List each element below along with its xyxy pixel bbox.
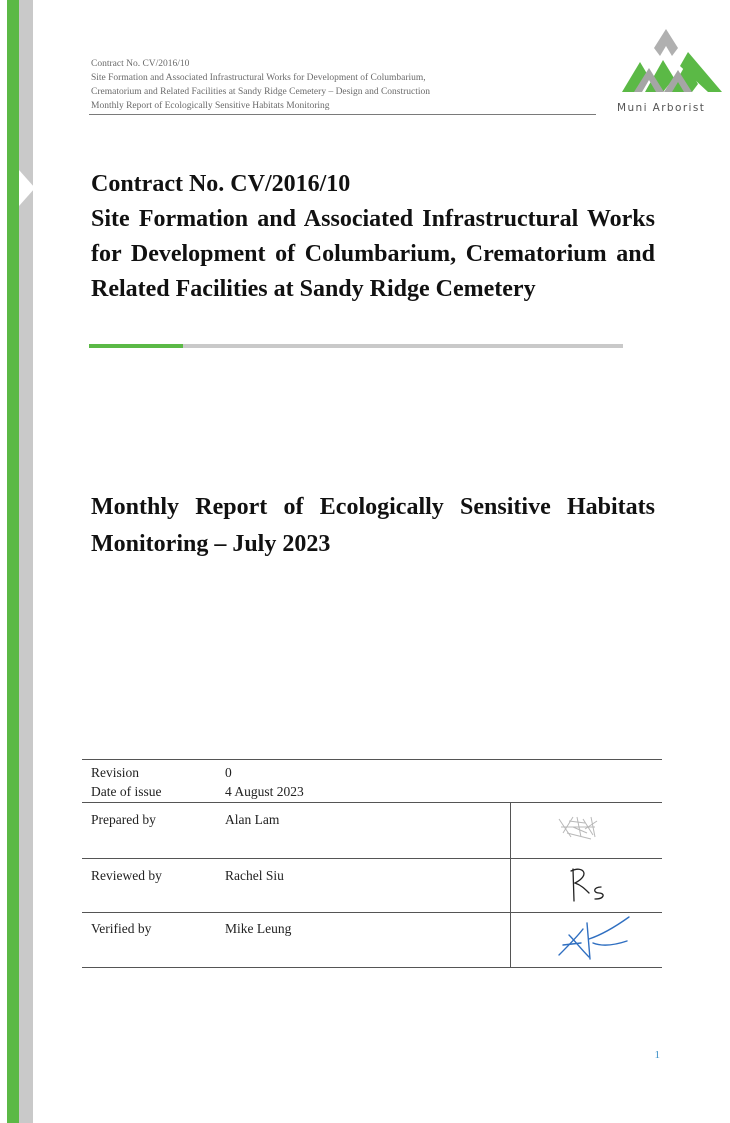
header-line: Contract No. CV/2016/10 (91, 59, 190, 69)
header-line: Site Formation and Associated Infrastructural Works for Development of Columbarium, (91, 73, 426, 83)
project-title: Site Formation and Associated Infrastructural Works for Development of Columbarium, Crematorium and Related Facilities at Sandy Ridge Cemetery (91, 206, 655, 302)
prepared-by-signature-icon (511, 803, 663, 858)
header-divider (89, 114, 596, 115)
revision-label: Revision (91, 765, 140, 780)
verified-by-label: Verified by (91, 921, 152, 936)
title-divider-green (89, 344, 183, 348)
header-line: Crematorium and Related Facilities at Sandy Ridge Cemetery – Design and Construction (91, 87, 431, 97)
prepared-by-label: Prepared by (91, 812, 156, 827)
page-number: 1 (654, 1049, 660, 1061)
verified-by-name: Mike Leung (225, 921, 292, 936)
side-bar-notch (19, 170, 35, 206)
revision-value: 0 (225, 765, 232, 780)
prepared-by-name: Alan Lam (225, 812, 280, 827)
side-bar-gray (19, 0, 33, 1123)
date-of-issue-value: 4 August 2023 (225, 784, 304, 799)
table-row (82, 803, 662, 859)
document-title (91, 167, 655, 307)
title-divider-gray (183, 344, 623, 348)
signature-cell (510, 859, 663, 912)
table-row (82, 759, 662, 803)
table-row (82, 913, 662, 968)
running-header (91, 57, 596, 113)
verified-by-signature-icon (511, 913, 663, 967)
contract-number: Contract No. CV/2016/10 (91, 171, 351, 197)
date-of-issue-label: Date of issue (91, 784, 162, 799)
reviewed-by-name: Rachel Siu (225, 868, 284, 883)
report-title: Monthly Report of Ecologically Sensitive Habitats Monitoring – July 2023 (91, 494, 655, 557)
signature-cell (510, 913, 663, 967)
reviewed-by-label: Reviewed by (91, 868, 162, 883)
table-row (82, 859, 662, 913)
header-line: Monthly Report of Ecologically Sensitive Habitats Monitoring (91, 101, 330, 111)
logo-wordmark: Muni Arborist (617, 102, 706, 114)
revision-table (82, 759, 662, 968)
signature-cell (510, 803, 663, 858)
reviewed-by-signature-icon (511, 859, 663, 912)
side-bar-green (7, 0, 19, 1123)
